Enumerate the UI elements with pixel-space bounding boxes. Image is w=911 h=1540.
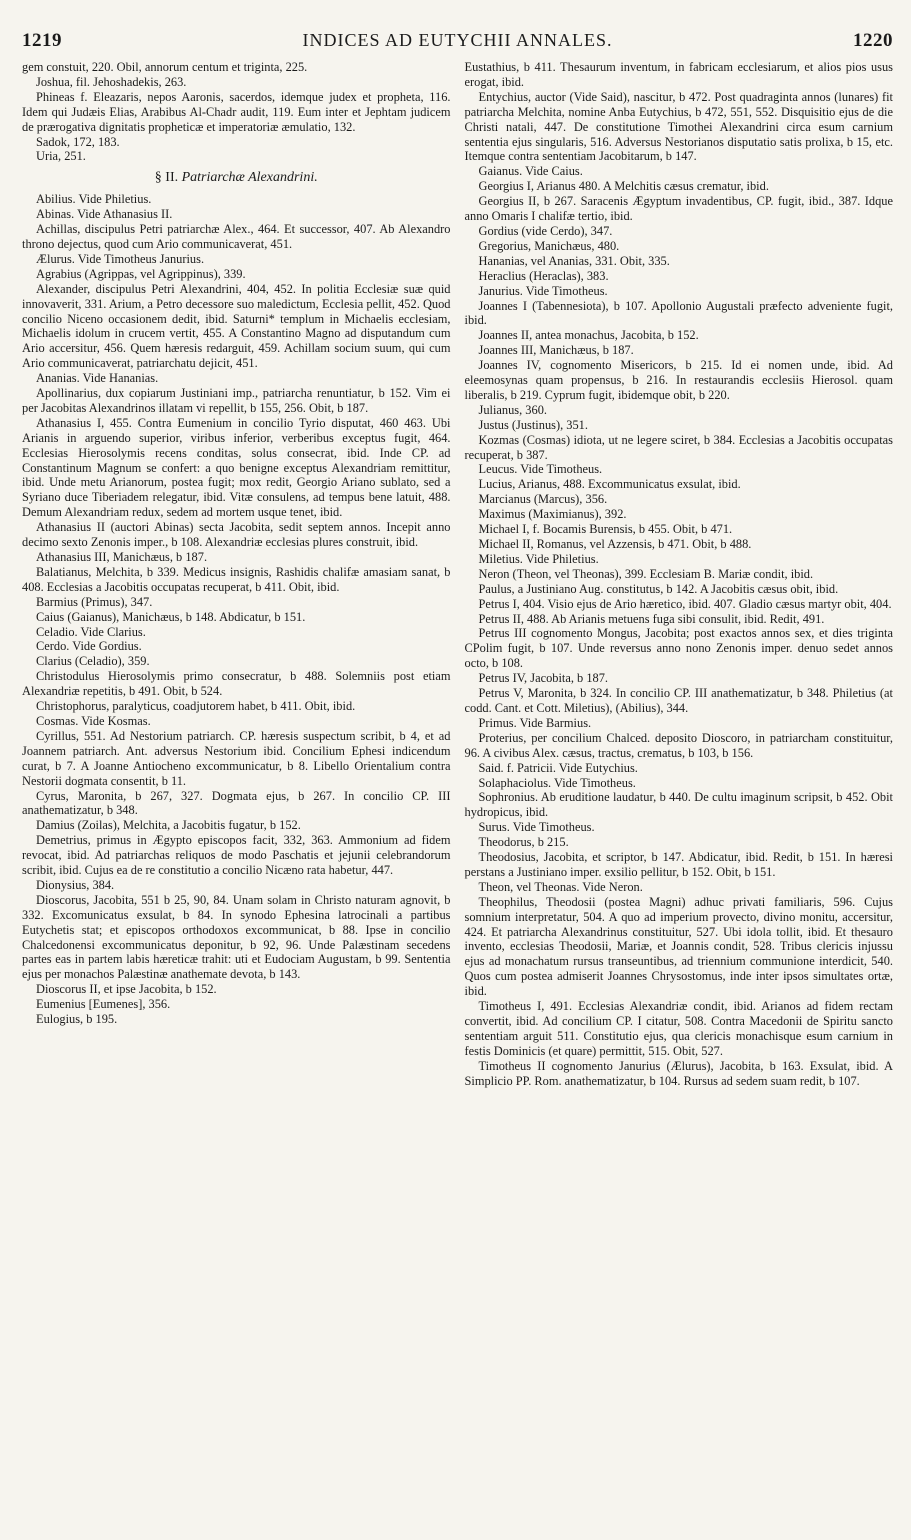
index-entry: Petrus IV, Jacobita, b 187. [478, 671, 609, 686]
section-number: § II. [154, 170, 179, 186]
index-entry: Theodorus, b 215. [478, 835, 569, 850]
section-heading [22, 171, 451, 186]
running-title: INDICES AD EUTYCHII ANNALES. [302, 30, 613, 50]
index-entry: Dionysius, 384. [36, 877, 115, 892]
index-entry: Maximus (Maximianus), 392. [478, 507, 627, 522]
index-entry: gem constuit, 220. Obil, annorum centum et triginta, 225. [22, 60, 308, 74]
index-entry: Ælurus. Vide Timotheus Janurius. [36, 251, 205, 266]
two-column-body [22, 60, 893, 1089]
index-entry: Achillas, discipulus Petri patriarchæ Alex., 464. Et successor, 407. Ab Alexandro throno dejectus, quod cum Ario communicaverat, 451. [22, 222, 451, 251]
index-entry: Eumenius [Eumenes], 356. [36, 997, 171, 1012]
index-entry: Sophronius. Ab eruditione laudatur, b 440. De cultu imaginum scripsit, b 452. Obit hydropicus, ibid. [464, 790, 893, 820]
index-entry: Gregorius, Manichæus, 480. [478, 238, 620, 253]
running-header [22, 30, 893, 54]
index-entry: Lucius, Arianus, 488. Excommunicatus exsulat, ibid. [478, 477, 741, 492]
index-entry: Barmius (Primus), 347. [36, 594, 153, 609]
right-entry-list [465, 60, 894, 1089]
index-entry: Theodosius, Jacobita, et scriptor, b 147. Abdicatur, ibid. Redit, b 151. In hæresi perstans a Justiniano imper. exsilio pellitur, b 152. Obit, b 151. [464, 850, 893, 879]
page-number-left: 1219 [22, 30, 62, 51]
index-entry: Phineas f. Eleazaris, nepos Aaronis, sacerdos, idemque judex et propheta, 116. Idem qui Judæis Elias, Arabibus Al-Chadr audit, 119. Eum inter et Jephtam judicem de prærogativa dignitatis propheticæ et imperatoriæ æmulatio, 132. [22, 89, 451, 134]
index-entry: Entychius, auctor (Vide Said), nascitur, b 472. Post quadraginta annos (lunares) fit patriarcha Melchita, nomine Anba Eutychius, b 472, 551, 552. Disquisitio ejus de die Christi natali, 447. De constitutione Timothei Alexandrini circa esum carnium sententia ejus singularis, 516. Adversus Nestorianos disputatio satis prolixa, b 15, etc. Itemque contra sententiam Jacobitarum, b 147. [464, 89, 893, 164]
index-entry: Cyrus, Maronita, b 267, 327. Dogmata ejus, b 267. In concilio CP. III anathematizatur, b 348. [22, 788, 451, 818]
index-entry: Apollinarius, dux copiarum Justiniani imp., patriarcha renuntiatur, b 152. Vim ei per Jacobitas Alexandrinos illatam vi repellit, b 155, 256. Obit, b 187. [22, 386, 451, 415]
index-entry: Joannes I (Tabennesiota), b 107. Apollonio Augustali præfecto adveniente fugit, ibid. [464, 298, 893, 328]
index-entry: Kozmas (Cosmas) idiota, ut ne legere sciret, b 384. Ecclesias a Jacobitis occupatas recuperat, b 387. [464, 432, 893, 462]
index-entry: Eulogius, b 195. [36, 1012, 118, 1027]
index-entry: Cerdo. Vide Gordius. [36, 639, 142, 654]
index-entry: Alexander, discipulus Petri Alexandrini, 404, 452. In politia Ecclesiæ suæ quid innovaverit, 331. Arium, a Petro decessore suo maledictum, Ecclesia pellit, 452. Quod concilio Niceno occasionem dedit, ibid. Saturni* templum in Michaelis ecclesiam, Michaelis idolum in crucem vertit, 455. A Constantino Magno ad disputandum cum Ario accersitur, 456. Quem hæresis redarguit, 459. Achillam socium suum, qui cum Ario communicaverat, patriarchatu dejicit, 451. [22, 281, 451, 371]
index-entry: Solaphaciolus. Vide Timotheus. [478, 775, 636, 790]
index-entry: Dioscorus II, et ipse Jacobita, b 152. [36, 982, 217, 997]
index-entry: Eustathius, b 411. Thesaurum inventum, in fabricam ecclesiarum, et alios pios usus erogat, ibid. [464, 60, 893, 89]
index-entry: Abilius. Vide Philetius. [36, 192, 152, 207]
index-entry: Surus. Vide Timotheus. [478, 820, 595, 835]
index-entry: Michael I, f. Bocamis Burensis, b 455. Obit, b 471. [478, 522, 733, 537]
index-entry: Balatianus, Melchita, b 339. Medicus insignis, Rashidis chalifæ amasiam sanat, b 408. Ecclesias a Jacobitis occupatas recuperat, b 411. Obit, ibid. [22, 564, 451, 594]
right-column [465, 60, 894, 1089]
index-entry: Athanasius I, 455. Contra Eumenium in concilio Tyrio disputat, 460 463. Ubi Arianis in arguendo superior, viribus inferior, verberibus exceptus fugit, 464. Ecclesias Hierosolymis recens conditas, solus consecrat, ibid. Inde CP. ad Constantinum Magnum se confert: a quo benigne exceptus Alexandriam remittitur, ibid. Unde metu Arianorum, postea fugit; mox redit, Georgio Ariano sublato, sed a Syriano duce Tiberiadem relegatur, ibid. Vitæ consulens, ad tempus bene latuit, 488. Demum Alexandriam redux, sedem ad mortem usque tenet, ibid. [22, 415, 451, 520]
index-entry: Agrabius (Agrippas, vel Agrippinus), 339. [36, 266, 246, 281]
index-entry: Heraclius (Heraclas), 383. [478, 268, 609, 283]
section-title: Patriarchæ Alexandrini. [181, 170, 318, 186]
index-entry: Demetrius, primus in Ægypto episcopos facit, 332, 363. Ammonium ad fidem revocat, ibid. Ad patriarchas reliquos de modo Paschatis et jejunii celebrandorum scribit, ibid. Cujus ea de re constitutio a concilio Nicæno rata habetur, 447. [22, 833, 451, 878]
index-entry: Paulus, a Justiniano Aug. constitutus, b 142. A Jacobitis cæsus obit, ibid. [478, 581, 839, 596]
index-entry: Timotheus I, 491. Ecclesias Alexandriæ condit, ibid. Arianos ad fidem rectam convertit, ibid. Ad concilium CP. I citatur, 508. Contra Macedonii de Spiritu sancto sententiam arguit 511. Constitutio ejus, qua clericis monachisque esum carnium in festis Dominicis (et quare) permittit, 515. Obit, 527. [464, 999, 893, 1058]
index-entry: Celadio. Vide Clarius. [36, 624, 146, 639]
index-entry: Abinas. Vide Athanasius II. [36, 207, 173, 222]
index-entry: Caius (Gaianus), Manichæus, b 148. Abdicatur, b 151. [36, 609, 306, 624]
left-column [22, 60, 451, 1089]
index-entry: Christophorus, paralyticus, coadjutorem habet, b 411. Obit, ibid. [36, 699, 356, 714]
index-entry: Janurius. Vide Timotheus. [478, 283, 608, 298]
index-entry: Theon, vel Theonas. Vide Neron. [478, 879, 643, 894]
index-entry: Julianus, 360. [478, 402, 547, 417]
left-entry-list [22, 192, 451, 1027]
index-entry: Ananias. Vide Hananias. [36, 371, 159, 386]
index-entry: Joannes IV, cognomento Misericors, b 215. Id ei nomen unde, ibid. Ad eleemosynas quam propensus, b 216. In restaurandis ecclesiis Hierosol. quam liberalis, b 219. Cyprum fugit, ibidemque obit, b 220. [464, 358, 893, 402]
index-entry: Joannes II, antea monachus, Jacobita, b 152. [478, 328, 699, 343]
index-entry: Gordius (vide Cerdo), 347. [478, 223, 613, 238]
index-entry: Neron (Theon, vel Theonas), 399. Ecclesiam B. Mariæ condit, ibid. [478, 566, 814, 581]
index-entry: Primus. Vide Barmius. [478, 715, 592, 730]
index-entry: Miletius. Vide Philetius. [478, 551, 599, 566]
index-entry: Athanasius III, Manichæus, b 187. [36, 550, 208, 564]
index-entry: Theophilus, Theodosii (postea Magni) adhuc privati familiaris, 596. Cujus somnium interpretatur, 504. A quo ad imperium provecto, divino monitu, accersitur, 424. Et patriarcha Alexandrinus constituitur, 527. Ubi idola tollit, ibid. Et thesauro invento, ecclesias Theodosii, Mariæ, et Joannis condit, 528. Tribus clericis injussu ejus ad monachatum rursus transeuntibus, ad triennium communione interdicit, 540. Quos cum postea admiserit Joannes Chrysostomus, inde inter ipsos simultates ortæ, ibid. [464, 894, 893, 999]
index-entry: Hananias, vel Ananias, 331. Obit, 335. [478, 253, 670, 268]
index-entry: Joannes III, Manichæus, b 187. [478, 343, 634, 358]
index-entry: Georgius II, b 267. Saracenis Ægyptum invadentibus, CP. fugit, ibid., 387. Idque anno Omaris I chalifæ tertio, ibid. [464, 194, 893, 224]
index-entry: Michael II, Romanus, vel Azzensis, b 471. Obit, b 488. [478, 537, 752, 551]
index-entry: Dioscorus, Jacobita, 551 b 25, 90, 84. Unam solam in Christo naturam agnovit, b 332. Excomunicatus exsulat, b 84. In synodo Ephesina latrocinali a partibus Eutychetis stat; et episcopos orthodoxos excommunicat, b 88. Ipse in concilio Chalcedonensi excommunicatus deponitur, b 92, 96. Unde Palæstinam secedens partes eas in partem labis hæreticæ trahit: uti et Eudociam Augustam, b 99. Sententia ejus per monachos Palæstinæ anathemate devota, b 143. [22, 892, 451, 982]
index-entry: Justus (Justinus), 351. [478, 417, 588, 432]
index-entry: Petrus II, 488. Ab Arianis metuens fuga sibi consulit, ibid. Redit, 491. [478, 611, 825, 626]
index-entry: Cyrillus, 551. Ad Nestorium patriarch. CP. hæresis suspectum scribit, b 4, et ad Joannem patriarch. Ant. adversus Nestorium ibid. Concilium Ephesi indicendum curat, b 7. A Joanne Antiocheno excommunicatur, b 8. Libello Orientalium contra Nestorii dogmata consentit, b 11. [22, 728, 451, 788]
index-entry: Damius (Zoilas), Melchita, a Jacobitis fugatur, b 152. [36, 818, 301, 833]
index-entry: Timotheus II cognomento Janurius (Ælurus), Jacobita, b 163. Exsulat, ibid. A Simplicio PP. Rom. anathematizatur, b 104. Rursus ad sedem suam redit, b 107. [464, 1058, 893, 1088]
index-entry: Uria, 251. [36, 149, 86, 164]
index-entry: Sadok, 172, 183. [36, 134, 120, 149]
index-entry: Cosmas. Vide Kosmas. [36, 713, 151, 728]
index-entry: Petrus III cognomento Mongus, Jacobita; post exactos annos sex, et dies triginta CPolim fugit, b 107. Unde reversus anno nono Zenonis imper. denuo sedet annos octo, b 108. [464, 626, 893, 671]
index-entry: Clarius (Celadio), 359. [36, 654, 150, 669]
index-entry: Athanasius II (auctori Abinas) secta Jacobita, sedit septem annos. Incepit anno decimo sexto Zenonis imper., b 108. Alexandriæ ecclesias plures construit, ibid. [22, 520, 451, 550]
index-entry: Joshua, fil. Jehoshadekis, 263. [36, 74, 187, 89]
index-entry: Proterius, per concilium Chalced. deposito Dioscoro, in patriarcham constituitur, 96. A civibus Alex. cæsus, tractus, crematus, b 103, b 156. [464, 730, 893, 760]
page-number-right: 1220 [853, 30, 893, 51]
index-entry: Gaianus. Vide Caius. [478, 164, 583, 179]
index-entry: Petrus V, Maronita, b 324. In concilio CP. III anathematizatur, b 348. Philetius (at codd. Cant. et Cott. Miletius), (Abilius), 344. [464, 686, 893, 715]
index-entry: Petrus I, 404. Visio ejus de Ario hæretico, ibid. 407. Gladio cæsus martyr obit, 404. [478, 596, 892, 611]
index-entry: Said. f. Patricii. Vide Eutychius. [478, 760, 638, 775]
index-entry: Leucus. Vide Timotheus. [478, 462, 603, 477]
index-entry: Marcianus (Marcus), 356. [478, 492, 608, 507]
index-entry: Georgius I, Arianus 480. A Melchitis cæsus crematur, ibid. [478, 179, 769, 194]
index-entry: Christodulus Hierosolymis primo consecratur, b 488. Solemniis post etiam Alexandriæ repetitis, b 491. Obit, b 524. [22, 669, 451, 699]
